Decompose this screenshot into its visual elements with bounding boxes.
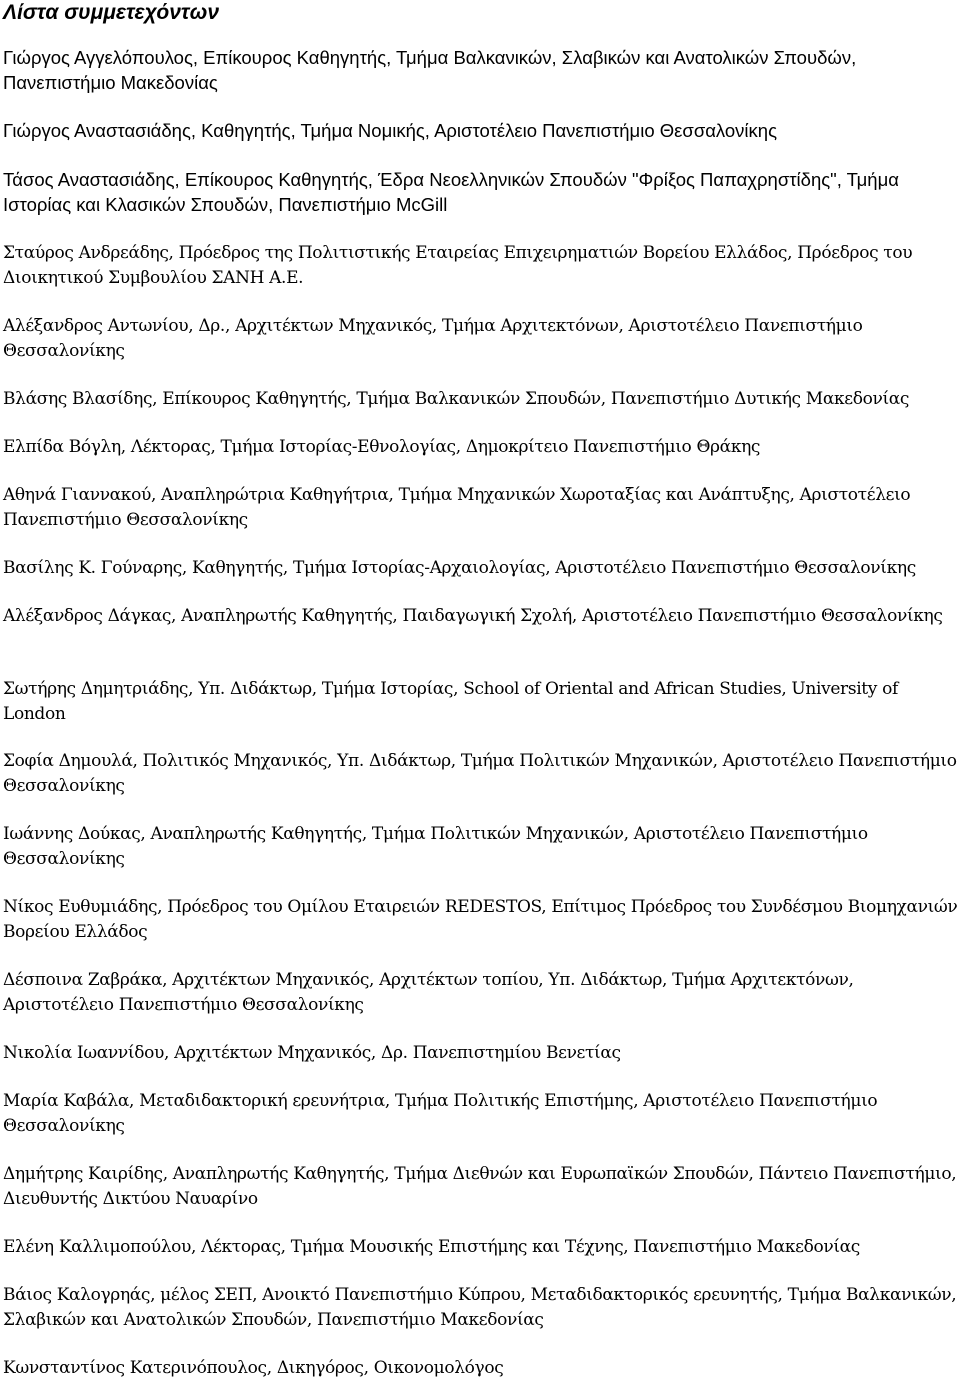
participant-entry: Γιώργος Αναστασιάδης, Καθηγητής, Τμήμα Νομικής, Αριστοτέλειο Πανεπιστήμιο Θεσσαλονίκης bbox=[3, 120, 778, 141]
participant-entry: Δημήτρης Καιρίδης, Αναπληρωτής Καθηγητής, Τμήμα Διεθνών και Ευρωπαϊκών Σπουδών, Πάντειο Πανεπιστήμιο, Διευθυντής Δικτύου Ναυαρίνο bbox=[3, 1164, 957, 1209]
participant-entry: Βάιος Καλογρηάς, μέλος ΣΕΠ, Ανοικτό Πανεπιστήμιο Κύπρου, Μεταδιδακτορικός ερευνητής, Τμήμα Βαλκανικών, Σλαβικών και Ανατολικών Σπουδών, Πανεπιστήμιο Μακεδονίας bbox=[3, 1285, 957, 1330]
participant-entry: Σταύρος Ανδρεάδης, Πρόεδρος της Πολιτιστικής Εταιρείας Επιχειρηματιών Βορείου Ελλάδος, Πρόεδρος του Διοικητικού Συμβουλίου ΣΑΝΗ Α.Ε. bbox=[3, 243, 913, 288]
participant-entry: Ελπίδα Βόγλη, Λέκτορας, Τμήμα Ιστορίας-Εθνολογίας, Δημοκρίτειο Πανεπιστήμιο Θράκης bbox=[3, 437, 761, 457]
participant-entry: Γιώργος Αγγελόπουλος, Επίκουρος Καθηγητής, Τμήμα Βαλκανικών, Σλαβικών και Ανατολικών Σπουδών, Πανεπιστήμιο Μακεδονίας bbox=[3, 47, 857, 93]
participant-entry: Αλέξανδρος Δάγκας, Αναπληρωτής Καθηγητής, Παιδαγωγική Σχολή, Αριστοτέλειο Πανεπιστήμιο Θεσσαλονίκης bbox=[3, 606, 943, 626]
participant-entry: Μαρία Καβάλα, Μεταδιδακτορική ερευνήτρια, Τμήμα Πολιτικής Επιστήμης, Αριστοτέλειο Πανεπιστήμιο Θεσσαλονίκης bbox=[3, 1091, 878, 1136]
participant-entry: Αλέξανδρος Αντωνίου, Δρ., Αρχιτέκτων Μηχανικός, Τμήμα Αρχιτεκτόνων, Αριστοτέλειο Πανεπιστήμιο Θεσσαλονίκης bbox=[3, 316, 863, 361]
participant-entry: Αθηνά Γιαννακού, Αναπληρώτρια Καθηγήτρια, Τμήμα Μηχανικών Χωροταξίας και Ανάπτυξης, Αριστοτέλειο Πανεπιστήμιο Θεσσαλονίκης bbox=[3, 485, 911, 530]
participant-entry: Σοφία Δημουλά, Πολιτικός Μηχανικός, Υπ. Διδάκτωρ, Τμήμα Πολιτικών Μηχανικών, Αριστοτέλειο Πανεπιστήμιο Θεσσαλονίκης bbox=[3, 751, 957, 796]
participant-entry: Ελένη Καλλιμοπούλου, Λέκτορας, Τμήμα Μουσικής Επιστήμης και Τέχνης, Πανεπιστήμιο Μακεδονίας bbox=[3, 1237, 860, 1257]
participant-entry: Κωνσταντίνος Κατερινόπουλος, Δικηγόρος, Οικονομολόγος bbox=[3, 1358, 504, 1378]
participant-entry: Τάσος Αναστασιάδης, Επίκουρος Καθηγητής, Έδρα Νεοελληνικών Σπουδών "Φρίξος Παπαχρηστίδης", Τμήμα Ιστορίας και Κλασικών Σπουδών, Πανεπιστήμιο McGill bbox=[3, 169, 899, 215]
participant-entry: Σωτήρης Δημητριάδης, Υπ. Διδάκτωρ, Τμήμα Ιστορίας, School of Oriental and African Studies, University of London bbox=[3, 679, 898, 724]
participant-entry: Νίκος Ευθυμιάδης, Πρόεδρος του Ομίλου Εταιρειών REDESTOS, Επίτιμος Πρόεδρος του Συνδέσμου Βιομηχανιών Βορείου Ελλάδος bbox=[3, 897, 958, 942]
participant-entry: Ιωάννης Δούκας, Αναπληρωτής Καθηγητής, Τμήμα Πολιτικών Μηχανικών, Αριστοτέλειο Πανεπιστήμιο Θεσσαλονίκης bbox=[3, 824, 868, 869]
page-title: Λίστα συμμετεχόντων bbox=[3, 1, 219, 24]
participant-entry: Δέσποινα Ζαβράκα, Αρχιτέκτων Μηχανικός, Αρχιτέκτων τοπίου, Υπ. Διδάκτωρ, Τμήμα Αρχιτεκτόνων, Αριστοτέλειο Πανεπιστήμιο Θεσσαλονίκης bbox=[3, 970, 854, 1015]
participant-entry: Βασίλης Κ. Γούναρης, Καθηγητής, Τμήμα Ιστορίας-Αρχαιολογίας, Αριστοτέλειο Πανεπιστήμιο Θεσσαλονίκης bbox=[3, 558, 916, 578]
participant-entry: Βλάσης Βλασίδης, Επίκουρος Καθηγητής, Τμήμα Βαλκανικών Σπουδών, Πανεπιστήμιο Δυτικής Μακεδονίας bbox=[3, 389, 910, 409]
participant-entry: Νικολία Ιωαννίδου, Αρχιτέκτων Μηχανικός, Δρ. Πανεπιστημίου Βενετίας bbox=[3, 1043, 621, 1063]
